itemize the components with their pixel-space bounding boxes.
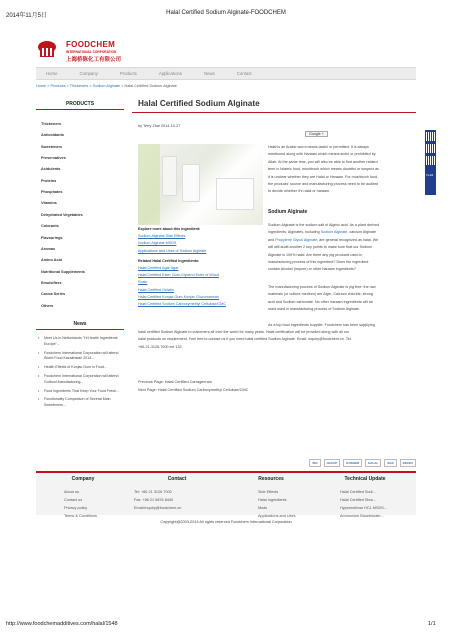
sidebar-item-emulsifiers[interactable]: Emulsifiers — [41, 281, 62, 285]
nav-news[interactable]: News — [204, 71, 215, 76]
product-photo — [138, 144, 263, 225]
text: will still audit another 2 key points to make sure that our Sodium — [268, 245, 373, 250]
sidebar-item-proteins[interactable]: Proteins — [41, 179, 57, 183]
title-divider — [132, 112, 416, 113]
sodium-alginate-link[interactable]: Sodium Alginate — [320, 230, 348, 235]
brand-name: FOODCHEM — [66, 40, 116, 49]
sidebar-item-flavourings[interactable]: Flavourings — [41, 236, 63, 240]
related-link[interactable]: Halal Certified Gelatin — [138, 287, 174, 292]
footer-technical — [318, 476, 412, 520]
crumb-home[interactable]: Home — [36, 84, 47, 88]
sidebar-item-sweeteners[interactable]: Sweeteners — [41, 145, 63, 149]
footer-link[interactable]: Hypromellose HCL MSDS... — [340, 506, 387, 510]
nav-applications[interactable]: Applications — [158, 71, 182, 76]
products-heading: PRODUCTS — [36, 98, 124, 110]
footer-heading: Contact — [167, 476, 187, 482]
sidebar-item-dehydrated-vegetables[interactable]: Dehydrated Vegetables — [41, 213, 83, 217]
explore-link[interactable]: Sodium Alginate Side Effects — [138, 234, 186, 239]
sidebar-item-aromas[interactable]: Aromas — [41, 247, 56, 251]
closing-first-line: As a top food ingredients supplier, Foodchem has been supplying — [268, 323, 375, 327]
footer-link[interactable]: Halal Certified Sodi... — [340, 490, 376, 494]
text: contain Alcohol (impure) or other haraam ingredients? — [268, 267, 356, 272]
brand — [66, 40, 121, 63]
next-page-link[interactable]: Next Page: Halal Certified Sodium Carboxymethyl Cellulose/CMC — [138, 388, 249, 392]
sidebar-item-acidulents[interactable]: Acidulents — [41, 167, 61, 171]
crumb-sodium-alginate[interactable]: Sodium Alginate — [92, 84, 121, 88]
halal-cert-icon: HALAL — [365, 459, 381, 467]
intro-line: term in Islamic food, mushbooh which means doubtful or suspect as — [268, 167, 379, 172]
text: , calcium Alginate — [347, 230, 377, 235]
text: manufacturing process of this ingredient? Does the ingredient — [268, 260, 369, 265]
explore-box — [138, 226, 263, 308]
footer — [36, 471, 416, 518]
side-tab-label: Tw Ed — [426, 174, 434, 177]
kosher-cert-icon: KOSHER — [343, 459, 362, 467]
footer-link[interactable]: Contact us — [64, 498, 83, 502]
nav-products[interactable]: Products — [119, 71, 137, 76]
qr-code-icon — [426, 132, 435, 141]
sidebar-item-others[interactable]: Others — [41, 304, 54, 308]
related-link[interactable]: Halal Certified Konjac Gum-Konjac Glucomannan — [138, 294, 219, 299]
footer-heading: Technical Update — [344, 476, 386, 482]
intro-line: it is unclear whether they are Halal or Haraam. For mushbooh food, — [268, 174, 379, 179]
intro-line: Allah. At the same time, you will also be able to find another related — [268, 159, 378, 164]
haccp-cert-icon: HACCP — [324, 459, 341, 467]
footer-link[interactable]: About us — [64, 490, 79, 494]
footer-heading: Company — [71, 476, 95, 482]
sidebar-item-vitamins[interactable]: Vitamins — [41, 201, 57, 205]
related-heading: Related Halal Certified Ingredients: — [138, 258, 200, 263]
share-bar — [175, 131, 345, 137]
google-plus-button[interactable]: Google + — [305, 131, 328, 137]
crumb-current: Halal Certified Sodium Alginate — [124, 84, 177, 88]
sodium-alginate-text — [268, 222, 416, 274]
footer-text: Tel: +86 21 3126 7000 — [134, 490, 172, 494]
print-date: 2014年11月5日 — [6, 13, 47, 19]
text: used used in manufacturing process of Sodium Alginate. — [268, 307, 361, 312]
crumb-thickeners[interactable]: Thickeners — [69, 84, 89, 88]
copyright: Copyright@2003-2014 All rights reserved Foodchem International Corporation — [160, 520, 292, 524]
brand-sub: INTERNATIONAL CORPORATION — [66, 50, 117, 54]
related-link[interactable]: Halal Certified Agar Agar — [138, 266, 179, 271]
sidebar-item-phosphates[interactable]: Phosphates — [41, 190, 63, 194]
text: halal certified Sodium Alginate to customers all over the world for many years. Halal certification will be provided along with all our — [138, 330, 350, 334]
text: The manufacturing process of Sodium Alginate is pig free: the raw — [268, 285, 376, 289]
intro-line: Halal is an Arabic word means lawful or permitted. It is always — [268, 145, 369, 149]
news-item[interactable]: • Foodchem International Corporation will attend World Food Kazakhstan 2014... — [38, 351, 126, 363]
sidebar-item-antioxidants[interactable]: Antioxidants — [41, 133, 64, 137]
cert-logos — [288, 458, 416, 468]
crumb-sep: > — [121, 84, 124, 88]
qr-code-icon — [426, 144, 435, 153]
news-item[interactable]: • Foodchem International Corporation will attend Gulfood Manufacturing... — [38, 374, 126, 386]
footer-contact — [130, 476, 224, 512]
text: +86-21-3126-7000 ext 133. — [138, 344, 183, 349]
related-link[interactable]: Halal Certified Ester Gum-Glycerol Ester of Wood — [138, 273, 219, 278]
qr-code-icon — [426, 156, 435, 165]
footer-link[interactable]: Halal Certified Stea... — [340, 498, 376, 502]
sodium-alginate-heading: Sodium Alginate — [268, 209, 308, 215]
text: and — [268, 237, 276, 242]
text: acid and Sodium carbonate. No other haraam ingredients will be — [268, 299, 373, 304]
footer-heading: Resources — [258, 476, 284, 482]
iso-cert-icon: ISO — [309, 459, 320, 467]
news-heading: News — [36, 318, 124, 330]
closing-text — [138, 329, 416, 351]
text: , are general recognized as halal. We — [317, 237, 379, 242]
sidebar-item-thickeners[interactable]: Thickeners — [41, 122, 62, 126]
sidebar-item-preservatives[interactable]: Preservatives — [41, 156, 66, 160]
news-item[interactable]: • Health Effects of Konjac Gum in Food... — [38, 365, 126, 371]
byline: by Terry Zhai 2014-10-27 — [138, 124, 181, 128]
footer-company — [36, 476, 130, 520]
intro-line: mentioned along with Haraam which means sinful or prohibited by — [268, 152, 376, 157]
process-text — [268, 284, 416, 314]
sidebar-item-cocoa-series[interactable]: Cocoa Series — [41, 292, 66, 296]
footer-link[interactable]: Ammonium Bicarbonate... — [340, 514, 384, 518]
intro-text — [268, 144, 416, 196]
decev-cert-icon: DECEV — [400, 459, 416, 467]
explore-link[interactable]: Sodium Alginate MSDS — [138, 241, 177, 246]
explore-heading: Explore more about this ingredient: — [138, 227, 201, 231]
print-page-number: 1/1 — [428, 621, 436, 627]
text: ingredients, Alginates, including — [268, 230, 321, 235]
brand-cn: 上海桥陈化工有限公司 — [66, 57, 122, 63]
text: Sodium Alginate is the sodium salt of Alginic acid. As a plant derived — [268, 223, 380, 227]
crumb-sep: > — [66, 84, 69, 88]
intro-line: to decide whether it's halal or haraam. — [268, 189, 331, 194]
breadcrumb — [36, 84, 177, 88]
footer-email-link[interactable]: Email:inquiry@foodchem.cn — [134, 506, 182, 510]
main-nav — [36, 67, 416, 80]
related-link[interactable]: Rosin — [138, 280, 148, 285]
sgs-cert-icon: SGS — [384, 459, 396, 467]
sidebar-item-nutritional-supplements[interactable]: Nutritional Supplements — [41, 270, 85, 274]
sidebar-item-amino-acid[interactable]: Amino Acid — [41, 258, 62, 262]
pga-link[interactable]: Propylene Glycol Alginate — [275, 237, 318, 242]
sidebar-item-colorants[interactable]: Colorants — [41, 224, 59, 228]
nav-company[interactable]: Company — [79, 71, 98, 76]
footer-link[interactable]: Msds — [258, 506, 268, 510]
page-title: Halal Certified Sodium Alginate — [138, 99, 260, 108]
print-title: Halal Certified Sodium Alginate-FOODCHEM — [166, 10, 286, 16]
footer-link[interactable]: Halal Ingredients — [258, 498, 287, 502]
explore-link[interactable]: Applications and Uses of Sodium Alginate — [138, 248, 207, 253]
footer-link[interactable]: Side Effects — [258, 490, 279, 494]
text: Alginate is 100% halal: Are there any pig products used in — [268, 252, 363, 257]
prev-page-link[interactable]: Previous Page: Halal Certified Carrageenan — [138, 380, 212, 384]
text: halal products on requirement. Feel free to contact us if you need halal certified Sodium Alginate. Email: inquiry@foodchem.cn. Tel: — [138, 337, 352, 342]
foodchem-logo-icon[interactable] — [36, 39, 58, 59]
nav-home[interactable]: Home — [46, 71, 58, 76]
footer-link[interactable]: Privacy policy — [64, 506, 88, 510]
text: materials (or culture medium) are Algin, Calcium chloride, strong — [268, 292, 373, 297]
floating-share-tab[interactable] — [425, 130, 436, 195]
footer-link[interactable]: Terms & Conditions — [64, 514, 97, 518]
news-item[interactable]: • Food Ingredients That Keep Your Food Fresh... — [38, 389, 126, 395]
crumb-sep: > — [89, 84, 92, 88]
news-item[interactable]: • Functionality Comparison of Several Main Sweeteners... — [38, 397, 126, 409]
footer-link[interactable]: Applications and Uses — [258, 514, 296, 518]
news-list — [38, 336, 126, 412]
footer-resources — [224, 476, 318, 520]
print-url: http://www.foodchemadditives.com/halal/1548 — [6, 621, 118, 627]
footer-text: Fax: +86 21 5876 8440 — [134, 498, 174, 502]
crumb-sep: > — [47, 84, 50, 88]
nav-contact[interactable]: Contact — [236, 71, 252, 76]
intro-line: the products' source and manufacturing process need to be audited — [268, 182, 379, 187]
related-link[interactable]: Halal Certified Sodium Carboxymethyl Cellulose/CMC — [138, 302, 226, 307]
news-item[interactable]: • Meet Us In Netherlands "Hi Health Ingredients Europe"... — [38, 336, 126, 348]
crumb-products[interactable]: Products — [50, 84, 66, 88]
